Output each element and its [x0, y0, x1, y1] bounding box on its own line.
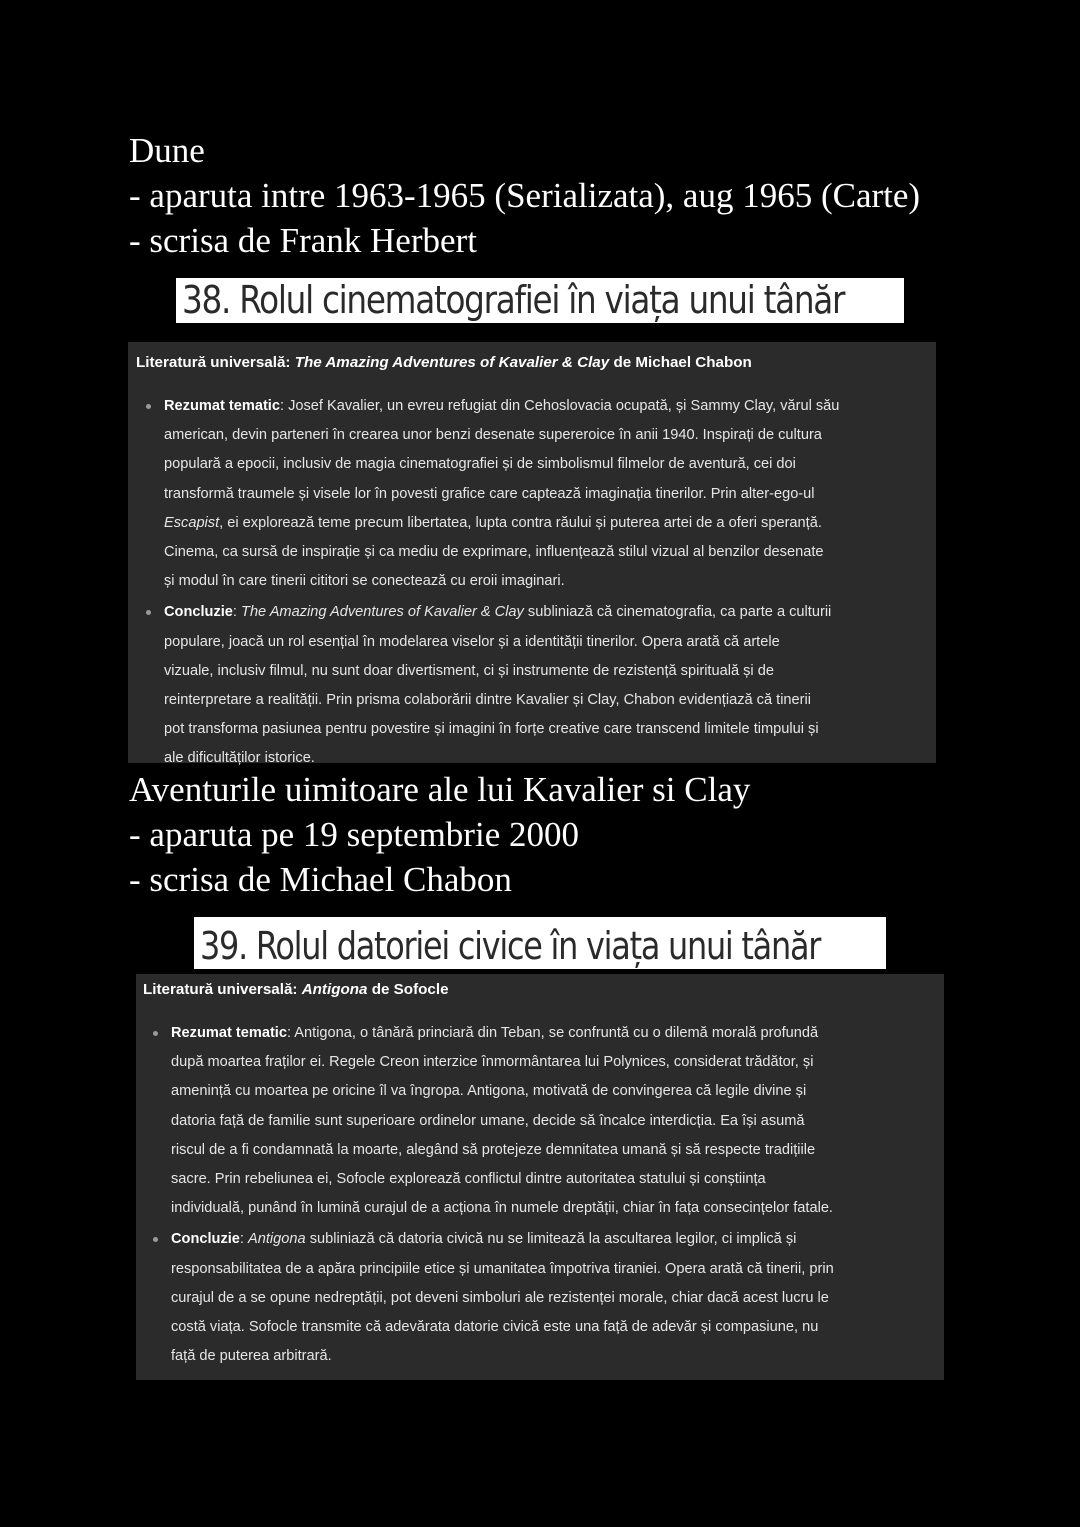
item-text-line: subliniază că cinematografia, ca parte a culturii [523, 604, 832, 621]
list-item-concluzie [143, 1225, 944, 1371]
italic-term: Escapist [164, 514, 220, 531]
item-text-line: american, devin parteneri în crearea unor benzi desenate supereroice în anii 1940. Inspirați de cultura [164, 427, 822, 444]
section-39-list [143, 1019, 944, 1371]
section-39-card-heading [143, 975, 944, 1005]
list-item-rezumat [136, 392, 936, 596]
item-text-line: după moartea fraților ei. Regele Creon interzice înmormântarea lui Polynices, considerat trădător, și [171, 1054, 814, 1071]
kavalier-note-publication: - aparuta pe 19 septembrie 2000 [129, 815, 579, 854]
item-label: Concluzie [171, 1231, 240, 1248]
dune-note-publication: - aparuta intre 1963-1965 (Serializata), aug 1965 (Carte) [129, 176, 921, 215]
item-text-line: : Antigona, o tânără princiară din Teban, se confruntă cu o dilemă morală profundă [286, 1025, 819, 1041]
item-colon: : [232, 604, 242, 621]
item-text-line: costă viața. Sofocle transmite că adevărata datorie civică este una față de adevăr și compasiune, nu [171, 1319, 819, 1336]
kavalier-note-title: Aventurile uimitoare ale lui Kavalier si Clay [129, 770, 751, 809]
dune-note-title: Dune [129, 131, 205, 170]
item-text-line: subliniază că datoria civică nu se limitează la ascultarea legilor, ci implică și [305, 1231, 797, 1248]
section-39-title-banner [194, 917, 886, 969]
section-38-card [128, 342, 936, 767]
item-text-line: , ei explorează teme precum libertatea, lupta contra răului și puterea artei de a oferi speranță. [219, 514, 822, 531]
italic-work-title: The Amazing Adventures of Kavalier & Clay [241, 604, 524, 621]
item-label: Concluzie [164, 604, 233, 621]
item-text-line: populare, joacă un rol esențial în modelarea viselor și a identității tinerilor. Opera arată că artele [164, 633, 780, 650]
heading-prefix: Literatură universală: [143, 981, 302, 998]
list-item-rezumat [143, 1019, 944, 1223]
item-text-line: sacre. Prin rebeliunea ei, Sofocle explorează conflictul dintre autoritatea statului și conștiința [171, 1171, 766, 1188]
item-text-line: datoria față de familie sunt superioare ordinelor umane, decide să încalce interdicția. Ea își asumă [171, 1112, 805, 1129]
section-38-title: 38. Rolul cinematografiei în viața unui tânăr [182, 278, 845, 322]
item-colon: : [239, 1231, 249, 1248]
heading-work-title: The Amazing Adventures of Kavalier & Clay [294, 354, 610, 371]
section-38-list [136, 392, 936, 774]
item-label: Rezumat tematic [171, 1025, 287, 1041]
section-38-card-heading [136, 348, 936, 378]
heading-author: de Sofocle [367, 981, 449, 998]
item-text-line: populară a epocii, inclusiv de magia cinematografiei și de simbolismul filmelor de aventură, cei doi [164, 456, 796, 473]
item-text-line: transformă traumele și visele lor în povesti grafice care captează imaginația tinerilor. Prin alter-ego-ul [164, 485, 815, 502]
item-text-line: amenință cu moartea pe oricine îl va îngropa. Antigona, motivată de convingerea că legile divine și [171, 1083, 807, 1100]
item-label: Rezumat tematic [164, 398, 280, 414]
italic-work-title: Antigona [248, 1231, 306, 1248]
heading-author: de Michael Chabon [609, 354, 752, 371]
heading-prefix: Literatură universală: [136, 354, 295, 371]
bullet-icon [146, 404, 151, 409]
item-text-line: riscul de a fi condamnată la moarte, alegând să protejeze demnitatea umană și să respecte tradițiile [171, 1141, 816, 1158]
item-text-line: responsabilitatea de a apăra principiile etice și umanitatea împotriva tiraniei. Opera arată că tinerii, prin [171, 1260, 834, 1277]
kavalier-note [129, 767, 750, 902]
item-text-line: pot transforma pasiunea pentru povestire și imagini în forțe creative care transcend limitele timpului și [164, 721, 819, 738]
item-text-line: față de puterea arbitrară. [171, 1348, 332, 1365]
item-text-line: : Josef Kavalier, un evreu refugiat din Cehoslovacia ocupată, și Sammy Clay, vărul său [279, 398, 840, 414]
item-text-line: ale dificultăților istorice. [164, 750, 315, 767]
kavalier-note-author: - scrisa de Michael Chabon [129, 860, 512, 899]
item-text-line: curajul de a se opune nedreptății, pot deveni simboluri ale rezistenței morale, chiar dacă acest lucru le [171, 1289, 829, 1306]
item-text-line: reinterpretare a realității. Prin prisma colaborării dintre Kavalier și Clay, Chabon evidențiază că tinerii [164, 692, 812, 709]
section-39-card [136, 974, 944, 1380]
section-39-title: 39. Rolul datoriei civice în viața unui tânăr [200, 924, 821, 968]
heading-work-title: Antigona [301, 981, 368, 998]
bullet-icon [153, 1031, 158, 1036]
bullet-icon [146, 610, 151, 615]
item-text-line: și modul în care tinerii cititori se conectează cu eroii imaginari. [164, 573, 565, 590]
dune-note-author: - scrisa de Frank Herbert [129, 221, 477, 260]
section-38-title-banner [176, 278, 904, 323]
item-text-line: vizuale, inclusiv filmul, nu sunt doar divertisment, ci și instrumente de rezistență spirituală și de [164, 662, 774, 679]
item-text-line: Cinema, ca sursă de inspirație și ca mediu de exprimare, influențează stilul vizual al benzilor desenate [164, 544, 824, 561]
dune-note [129, 128, 920, 263]
item-text-line: individuală, punând în lumină curajul de a acționa în numele dreptății, chiar în fața consecințelor fatale. [171, 1200, 833, 1217]
list-item-concluzie [136, 598, 936, 773]
bullet-icon [153, 1237, 158, 1242]
